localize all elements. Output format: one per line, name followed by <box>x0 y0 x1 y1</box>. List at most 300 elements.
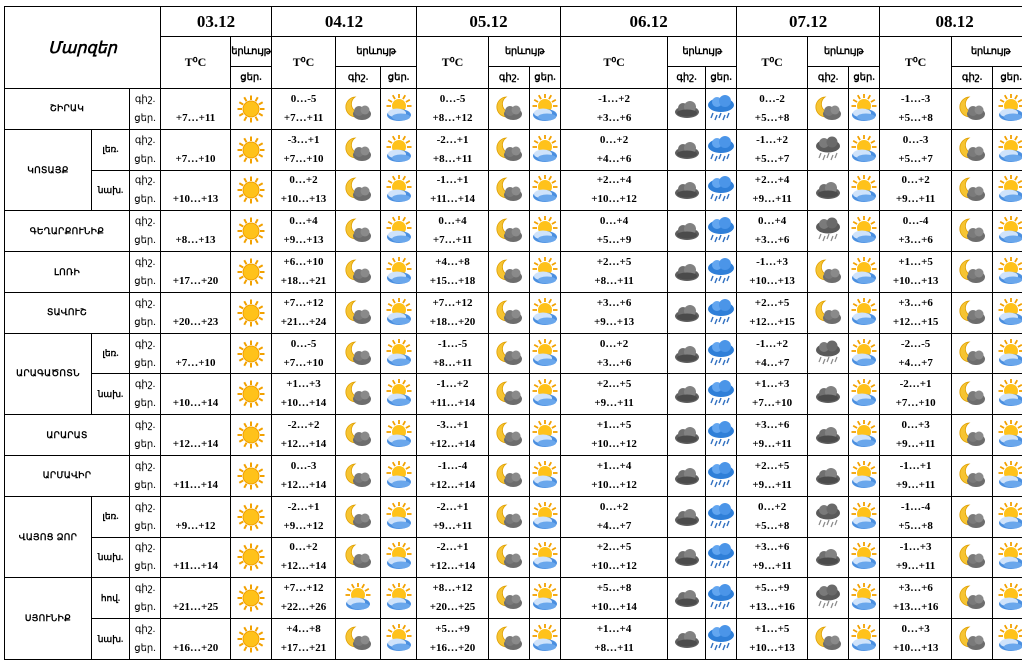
cloud-icon <box>668 89 706 130</box>
sun-cloud-icon <box>849 619 880 660</box>
temp-range <box>272 292 336 333</box>
day-temp: +5…+8 <box>898 111 933 124</box>
night-temp: -1…+2 <box>436 378 469 391</box>
date-header-3: 05.12 <box>417 7 561 37</box>
table-row <box>5 211 1022 252</box>
day-temp: +5…+7 <box>898 152 933 165</box>
time-labels <box>130 374 161 415</box>
night-temp: 0…-3 <box>290 459 317 472</box>
day-temp: +16…+20 <box>172 642 219 655</box>
night-temp: 0…-5 <box>439 92 466 105</box>
day-temp: +9…+11 <box>432 519 473 532</box>
temp-range <box>417 89 489 130</box>
rain-icon <box>706 456 737 497</box>
forecast-table <box>4 6 1022 660</box>
area-type: նախ. <box>92 619 130 660</box>
day-label: ցեր. <box>134 520 156 532</box>
moon-cloud-icon <box>952 333 993 374</box>
moon-cloud-icon <box>952 578 993 619</box>
day-temp: +21…+25 <box>172 601 219 614</box>
night-temp: -2…-5 <box>900 337 931 350</box>
night-temp: 0…+2 <box>289 541 318 554</box>
day-temp: +5…+9 <box>596 234 632 247</box>
night-temp: 0…+4 <box>438 215 467 228</box>
temp-range <box>880 333 952 374</box>
moon-cloud-icon <box>489 619 530 660</box>
day-temp: +9…+11 <box>895 193 936 206</box>
day-temp: +16…+20 <box>429 642 476 655</box>
day-temp: +11…+14 <box>430 193 476 206</box>
sun-cloud-icon <box>849 211 880 252</box>
night-subheader: գիշ. <box>489 67 530 89</box>
night-temp: +2…+5 <box>596 541 632 554</box>
day-temp: +11…+14 <box>173 560 218 573</box>
sun-cloud-icon <box>530 129 561 170</box>
cloud-icon <box>668 456 706 497</box>
sun-icon <box>231 496 272 537</box>
temp-value <box>161 211 231 252</box>
temp-range <box>272 496 336 537</box>
temp-header: T⁰C <box>417 37 489 89</box>
time-labels <box>130 170 161 211</box>
temp-value <box>161 578 231 619</box>
moon-cloud-icon <box>808 619 849 660</box>
day-temp: +3…+6 <box>754 234 790 247</box>
day-label: ցեր. <box>134 112 156 124</box>
day-temp: +8…+11 <box>432 152 473 165</box>
day-temp: +8…+11 <box>594 642 634 655</box>
sun-icon <box>231 619 272 660</box>
night-label: գիշ. <box>134 297 156 309</box>
temp-range <box>737 170 808 211</box>
sun-cloud-icon <box>849 292 880 333</box>
time-labels <box>130 496 161 537</box>
temp-value <box>161 252 231 293</box>
moon-cloud-icon <box>336 537 381 578</box>
day-temp: +15…+18 <box>429 275 476 288</box>
day-temp: +22…+26 <box>280 601 327 614</box>
moon-cloud-icon <box>952 89 993 130</box>
moon-cloud-icon <box>952 252 993 293</box>
region-name: ՇԻՐԱԿ <box>5 89 130 130</box>
sun-cloud-icon <box>530 578 561 619</box>
temp-value <box>161 537 231 578</box>
day-label: ցեր. <box>134 398 156 410</box>
day-temp: +12…+14 <box>280 438 327 451</box>
temp-range <box>561 292 668 333</box>
night-temp: +5…+8 <box>596 582 632 595</box>
night-temp: -1…+3 <box>899 541 932 554</box>
sun-cloud-icon <box>381 496 417 537</box>
night-subheader: գիշ. <box>952 67 993 89</box>
temp-range <box>561 211 668 252</box>
day-temp: +9…+12 <box>175 519 216 532</box>
sun-cloud-icon <box>993 456 1022 497</box>
sun-cloud-icon <box>849 129 880 170</box>
cloud-icon <box>668 292 706 333</box>
day-temp: +7…+10 <box>283 356 324 369</box>
time-labels <box>130 89 161 130</box>
night-temp: +2…+4 <box>596 174 632 187</box>
day-temp: +11…+14 <box>173 478 218 491</box>
table-row <box>5 578 1022 619</box>
night-temp: +2…+5 <box>596 378 632 391</box>
temp-range <box>561 619 668 660</box>
day-label: ցեր. <box>134 479 156 491</box>
sun-cloud-icon <box>849 170 880 211</box>
moon-cloud-icon <box>489 292 530 333</box>
day-temp: +7…+10 <box>175 152 216 165</box>
night-temp: 0…-3 <box>902 133 929 146</box>
day-label: ցեր. <box>134 194 156 206</box>
temp-range <box>272 129 336 170</box>
night-temp: -1…+1 <box>899 459 932 472</box>
sun-cloud-icon <box>849 415 880 456</box>
area-type: նախ. <box>92 537 130 578</box>
night-temp: 0…-4 <box>902 215 929 228</box>
night-temp: +1…+5 <box>898 256 933 269</box>
day-temp: +8…+11 <box>432 356 473 369</box>
sun-cloud-icon <box>849 89 880 130</box>
temp-range <box>272 252 336 293</box>
night-temp: +1…+4 <box>596 623 632 636</box>
temp-range <box>737 129 808 170</box>
temp-range <box>417 292 489 333</box>
day-label: ցեր. <box>134 643 156 655</box>
temp-range <box>880 129 952 170</box>
moon-cloud-icon <box>952 415 993 456</box>
temp-range <box>880 374 952 415</box>
moon-cloud-icon <box>489 89 530 130</box>
night-label: գիշ. <box>134 134 156 146</box>
day-temp: +17…+21 <box>280 642 327 655</box>
moon-cloud-icon <box>489 537 530 578</box>
day-temp: +12…+15 <box>749 315 795 328</box>
sun-cloud-icon <box>993 292 1022 333</box>
table-row <box>5 252 1022 293</box>
sun-cloud-icon <box>381 415 417 456</box>
night-label: գիշ. <box>134 257 156 269</box>
moon-cloud-icon <box>336 374 381 415</box>
time-labels <box>130 211 161 252</box>
region-name: ՍՅՈՒՆԻՔ <box>5 578 92 660</box>
night-label: գիշ. <box>134 624 156 636</box>
day-temp: +18…+21 <box>280 275 327 288</box>
temp-range <box>561 333 668 374</box>
cloud-icon <box>668 170 706 211</box>
sun-cloud-icon <box>381 619 417 660</box>
sun-icon <box>231 129 272 170</box>
time-labels <box>130 292 161 333</box>
temp-header: T⁰C <box>272 37 336 89</box>
day-temp: +9…+11 <box>594 397 634 410</box>
cloud-icon <box>808 170 849 211</box>
day-temp: +9…+11 <box>895 560 936 573</box>
temp-range <box>737 537 808 578</box>
day-subheader: ցեր. <box>849 67 880 89</box>
sun-cloud-icon <box>993 211 1022 252</box>
night-temp: +8…+12 <box>432 582 473 595</box>
temp-header: T⁰C <box>561 37 668 89</box>
region-name: ԱՐԱՐԱՏ <box>5 415 130 456</box>
sun-cloud-icon <box>530 211 561 252</box>
night-temp: +3…+6 <box>596 296 632 309</box>
temp-range <box>417 537 489 578</box>
day-subheader: ցեր. <box>706 67 737 89</box>
sun-icon <box>231 252 272 293</box>
night-temp: 0…+4 <box>599 215 629 228</box>
area-type: նախ. <box>92 374 130 415</box>
cloud-icon <box>668 496 706 537</box>
table-header <box>5 7 1022 89</box>
date-header-2: 04.12 <box>272 7 417 37</box>
sun-cloud-icon <box>381 89 417 130</box>
table-row <box>5 496 1022 537</box>
day-temp: +9…+11 <box>752 560 792 573</box>
day-temp: +3…+6 <box>596 111 632 124</box>
day-temp: +21…+24 <box>280 315 327 328</box>
night-label: գիշ. <box>134 420 156 432</box>
rain-icon <box>706 415 737 456</box>
temp-value <box>161 456 231 497</box>
temp-range <box>417 496 489 537</box>
cloud-icon <box>668 333 706 374</box>
moon-cloud-icon <box>336 415 381 456</box>
night-temp: +3…+6 <box>754 419 790 432</box>
night-temp: +3…+6 <box>898 582 933 595</box>
temp-range <box>272 415 336 456</box>
day-temp: +9…+12 <box>283 519 324 532</box>
table-row <box>5 537 1022 578</box>
day-temp: +9…+13 <box>594 315 635 328</box>
day-temp: +7…+10 <box>175 356 216 369</box>
region-name: ԳԵՂԱՐՔՈՒՆԻՔ <box>5 211 130 252</box>
temp-range <box>737 333 808 374</box>
day-temp: +10…+13 <box>892 642 939 655</box>
day-temp: +12…+14 <box>172 438 219 451</box>
moon-cloud-icon <box>808 252 849 293</box>
area-type: հով. <box>92 578 130 619</box>
temp-range <box>417 619 489 660</box>
time-labels <box>130 129 161 170</box>
sun-cloud-icon <box>993 333 1022 374</box>
temp-range <box>561 415 668 456</box>
temp-range <box>737 619 808 660</box>
phenomenon-header: երևույթ <box>336 37 417 67</box>
day-temp: +5…+8 <box>898 519 933 532</box>
day-temp: +5…+8 <box>754 519 790 532</box>
moon-cloud-icon <box>808 89 849 130</box>
night-temp: +5…+9 <box>754 582 790 595</box>
rain-icon <box>706 537 737 578</box>
temp-range <box>272 89 336 130</box>
sun-cloud-icon <box>849 537 880 578</box>
day-temp: +12…+14 <box>280 560 327 573</box>
moon-cloud-icon <box>336 456 381 497</box>
night-temp: +7…+12 <box>283 296 324 309</box>
night-temp: +2…+5 <box>754 459 790 472</box>
cloud-icon <box>808 415 849 456</box>
night-label: գիշ. <box>134 216 156 228</box>
temp-header: T⁰C <box>737 37 808 89</box>
rain-icon <box>706 333 737 374</box>
sun-cloud-icon <box>530 537 561 578</box>
night-temp: +2…+4 <box>754 174 790 187</box>
moon-cloud-icon <box>489 211 530 252</box>
rain-dark-icon <box>808 578 849 619</box>
night-temp: +5…+9 <box>435 623 470 636</box>
night-temp: 0…+2 <box>289 174 318 187</box>
rain-icon <box>706 496 737 537</box>
temp-range <box>561 252 668 293</box>
moon-cloud-icon <box>489 415 530 456</box>
day-temp: +4…+7 <box>898 356 933 369</box>
sun-icon <box>231 578 272 619</box>
temp-range <box>737 89 808 130</box>
sun-icon <box>231 89 272 130</box>
day-temp: +9…+11 <box>752 193 792 206</box>
night-subheader: գիշ. <box>808 67 849 89</box>
moon-cloud-icon <box>952 496 993 537</box>
temp-range <box>561 129 668 170</box>
temp-value <box>161 292 231 333</box>
moon-cloud-icon <box>489 456 530 497</box>
night-temp: 0…+4 <box>289 215 318 228</box>
sun-cloud-icon <box>381 333 417 374</box>
cloud-icon <box>808 374 849 415</box>
temp-range <box>737 456 808 497</box>
temp-value <box>161 89 231 130</box>
night-temp: -2…+1 <box>436 500 469 513</box>
temp-range <box>272 374 336 415</box>
temp-range <box>417 129 489 170</box>
day-temp: +9…+11 <box>895 438 936 451</box>
rain-dark-icon <box>808 211 849 252</box>
day-temp: +10…+12 <box>591 193 637 206</box>
cloud-icon <box>668 129 706 170</box>
moon-cloud-icon <box>952 537 993 578</box>
temp-range <box>880 415 952 456</box>
night-label: գիշ. <box>134 338 156 350</box>
day-temp: +12…+14 <box>280 478 327 491</box>
cloud-icon <box>668 252 706 293</box>
sun-cloud-icon <box>993 537 1022 578</box>
night-label: գիշ. <box>134 379 156 391</box>
region-name: ՏԱՎՈՒՇ <box>5 292 130 333</box>
sun-cloud-icon <box>993 415 1022 456</box>
sun-cloud-icon <box>849 333 880 374</box>
sun-icon <box>231 170 272 211</box>
table-row <box>5 129 1022 170</box>
temp-range <box>880 170 952 211</box>
sun-cloud-icon <box>381 537 417 578</box>
time-labels <box>130 619 161 660</box>
day-temp: +10…+12 <box>591 560 637 573</box>
rain-icon <box>706 170 737 211</box>
moon-cloud-icon <box>489 374 530 415</box>
cloud-icon <box>668 578 706 619</box>
day-temp: +13…+16 <box>749 601 795 614</box>
region-name: ԿՈՏԱՅՔ <box>5 129 92 211</box>
night-label: գիշ. <box>134 460 156 472</box>
day-temp: +9…+11 <box>895 478 936 491</box>
day-temp: +17…+20 <box>172 275 219 288</box>
day-temp: +10…+13 <box>172 193 219 206</box>
sun-icon <box>231 537 272 578</box>
sun-icon <box>231 415 272 456</box>
moon-cloud-icon <box>952 129 993 170</box>
sun-cloud-icon <box>993 578 1022 619</box>
sun-cloud-icon <box>993 619 1022 660</box>
sun-icon <box>231 292 272 333</box>
temp-range <box>737 578 808 619</box>
night-temp: 0…+3 <box>901 623 930 636</box>
rain-dark-icon <box>808 129 849 170</box>
temp-range <box>737 292 808 333</box>
temp-range <box>880 496 952 537</box>
temp-range <box>561 496 668 537</box>
rain-dark-icon <box>808 333 849 374</box>
night-temp: +1…+5 <box>596 419 632 432</box>
day-temp: +10…+14 <box>280 397 327 410</box>
moon-cloud-icon <box>336 170 381 211</box>
temp-range <box>737 211 808 252</box>
night-temp: 0…-5 <box>290 92 317 105</box>
day-temp: +7…+10 <box>895 397 936 410</box>
temp-range <box>272 619 336 660</box>
day-temp: +20…+23 <box>172 315 219 328</box>
night-subheader: գիշ. <box>336 67 381 89</box>
temp-range <box>880 537 952 578</box>
day-subheader: ցեր. <box>381 67 417 89</box>
sun-cloud-icon <box>849 252 880 293</box>
moon-cloud-icon <box>336 292 381 333</box>
day-temp: +13…+16 <box>892 601 939 614</box>
sun-cloud-icon <box>849 578 880 619</box>
moon-cloud-icon <box>489 578 530 619</box>
sun-cloud-icon <box>381 578 417 619</box>
date-header-5: 07.12 <box>737 7 880 37</box>
sun-cloud-icon <box>993 129 1022 170</box>
temp-range <box>880 252 952 293</box>
moon-cloud-icon <box>489 252 530 293</box>
sun-cloud-icon <box>530 374 561 415</box>
table-row <box>5 415 1022 456</box>
phenomenon-header: երևույթ <box>231 37 272 67</box>
time-labels <box>130 252 161 293</box>
moon-cloud-icon <box>489 129 530 170</box>
sun-cloud-icon <box>849 374 880 415</box>
day-label: ցեր. <box>134 316 156 328</box>
table-row <box>5 292 1022 333</box>
moon-cloud-icon <box>336 333 381 374</box>
night-temp: -3…+1 <box>287 133 320 146</box>
table-row <box>5 89 1022 130</box>
day-temp: +7…+11 <box>283 111 324 124</box>
night-temp: +1…+5 <box>754 623 790 636</box>
night-temp: -2…+1 <box>899 378 932 391</box>
rain-icon <box>706 578 737 619</box>
night-temp: 0…-5 <box>290 337 317 350</box>
day-temp: +4…+7 <box>754 356 790 369</box>
table-row <box>5 456 1022 497</box>
table-body <box>5 89 1022 660</box>
sun-cloud-icon <box>530 496 561 537</box>
area-type: լեռ. <box>92 496 130 537</box>
night-temp: 0…+2 <box>599 500 629 513</box>
moon-cloud-icon <box>336 619 381 660</box>
phenomenon-header: երևույթ <box>489 37 561 67</box>
